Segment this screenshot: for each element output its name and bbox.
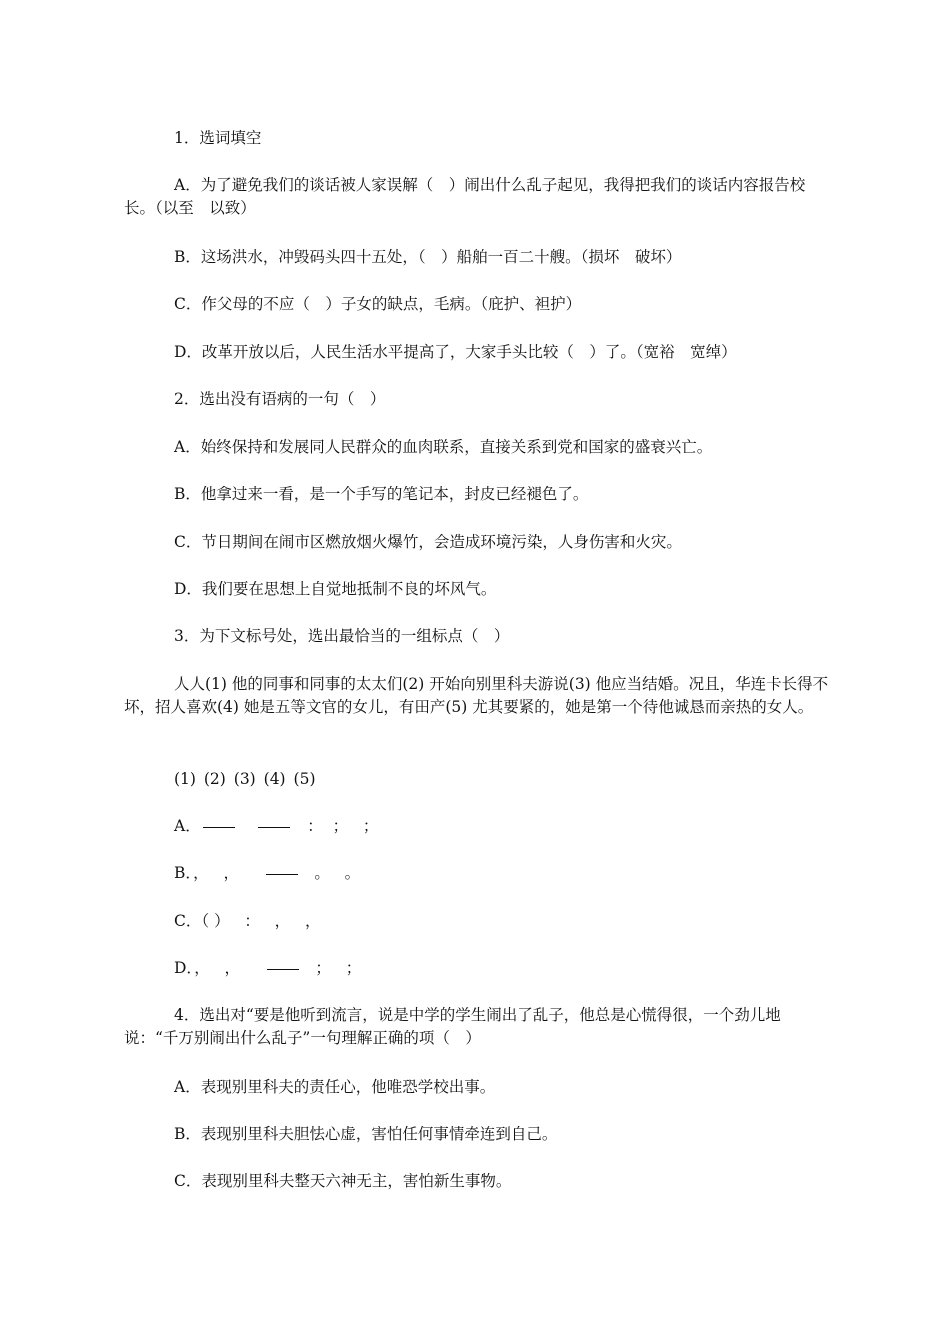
punct-mark: （ <box>201 912 210 930</box>
question-4-option-c: C．表现别里科夫整天六神无主，害怕新生事物。 <box>174 1172 512 1190</box>
punct-mark: 。 <box>344 864 361 882</box>
question-3-option-b <box>174 862 834 885</box>
dash-mark <box>203 827 235 828</box>
option-label: D． <box>174 959 195 977</box>
question-2-option-a: A．始终保持和发展同人民群众的血肉联系，直接关系到党和国家的盛衰兴亡。 <box>174 438 713 456</box>
punct-mark: ； <box>315 959 331 977</box>
option-label: B． <box>174 864 194 882</box>
question-3-option-c <box>174 910 834 933</box>
question-1-option-c: C．作父母的不应（ ）子女的缺点，毛病。（庇护、袒护） <box>174 295 582 313</box>
punct-mark: ） <box>214 912 230 930</box>
punct-mark: ， <box>194 959 210 977</box>
question-1-option-a: A．为了避免我们的谈话被人家误解（ ）闹出什么乱子起见，我得把我们的谈话内容报告校长。（以至 以致） <box>124 176 806 217</box>
question-4-option-a: A．表现别里科夫的责任心，他唯恐学校出事。 <box>174 1078 496 1096</box>
punct-mark: ； <box>345 959 362 977</box>
question-4-title: 4．选出对“要是他听到流言，说是中学的学生闹出了乱子，他总是心慌得很，一个劲儿地说：“千万别闹出什么乱子”一句理解正确的项（ ） <box>124 1006 781 1047</box>
punct-mark: ， <box>193 864 209 882</box>
dash-mark <box>266 874 298 875</box>
question-4-option-b: B．表现别里科夫胆怯心虚，害怕任何事情牵连到自己。 <box>174 1125 558 1143</box>
question-3-title: 3．为下文标号处，选出最恰当的一组标点（ ） <box>174 627 510 645</box>
question-3-option-a <box>174 815 834 838</box>
option-label: A． <box>174 817 201 835</box>
question-1-option-d: D．改革开放以后，人民生活水平提高了，大家手头比较（ ）了。（宽裕 宽绰） <box>174 343 737 361</box>
question-2-option-d: D．我们要在思想上自觉地抵制不良的坏风气。 <box>174 580 497 598</box>
dash-mark <box>258 827 290 828</box>
punct-mark: ： <box>307 817 323 835</box>
question-2-title: 2．选出没有语病的一句（ ） <box>174 390 386 408</box>
punct-mark: 。 <box>314 864 330 882</box>
question-3-header: (1) (2) (3) (4) (5) <box>174 770 316 788</box>
punct-mark: ， <box>223 864 239 882</box>
question-3-option-d <box>174 957 834 980</box>
dash-mark <box>267 969 299 970</box>
punct-mark: ， <box>304 912 321 930</box>
option-label: C． <box>174 912 202 930</box>
punct-mark: ； <box>332 817 349 835</box>
question-1-title: 1．选词填空 <box>174 129 262 147</box>
punct-mark: ： <box>244 912 260 930</box>
punct-mark: ； <box>362 817 379 835</box>
question-3-passage: 人人(1) 他的同事和同事的太太们(2) 开始向别里科夫游说(3) 他应当结婚。况且，华连卡长得不坏，招人喜欢(4) 她是五等文官的女儿，有田产(5) 尤其要紧的，她是第一个待他诚恳而亲热的女人。 <box>124 675 829 716</box>
punct-mark: ， <box>224 959 240 977</box>
punct-mark: ， <box>274 912 291 930</box>
question-2-option-b: B．他拿过来一看，是一个手写的笔记本，封皮已经褪色了。 <box>174 485 589 503</box>
question-2-option-c: C．节日期间在闹市区燃放烟火爆竹，会造成环境污染，人身伤害和火灾。 <box>174 533 682 551</box>
question-1-option-b: B．这场洪水，冲毁码头四十五处，（ ）船舶一百二十艘。（损坏 破坏） <box>174 248 682 266</box>
